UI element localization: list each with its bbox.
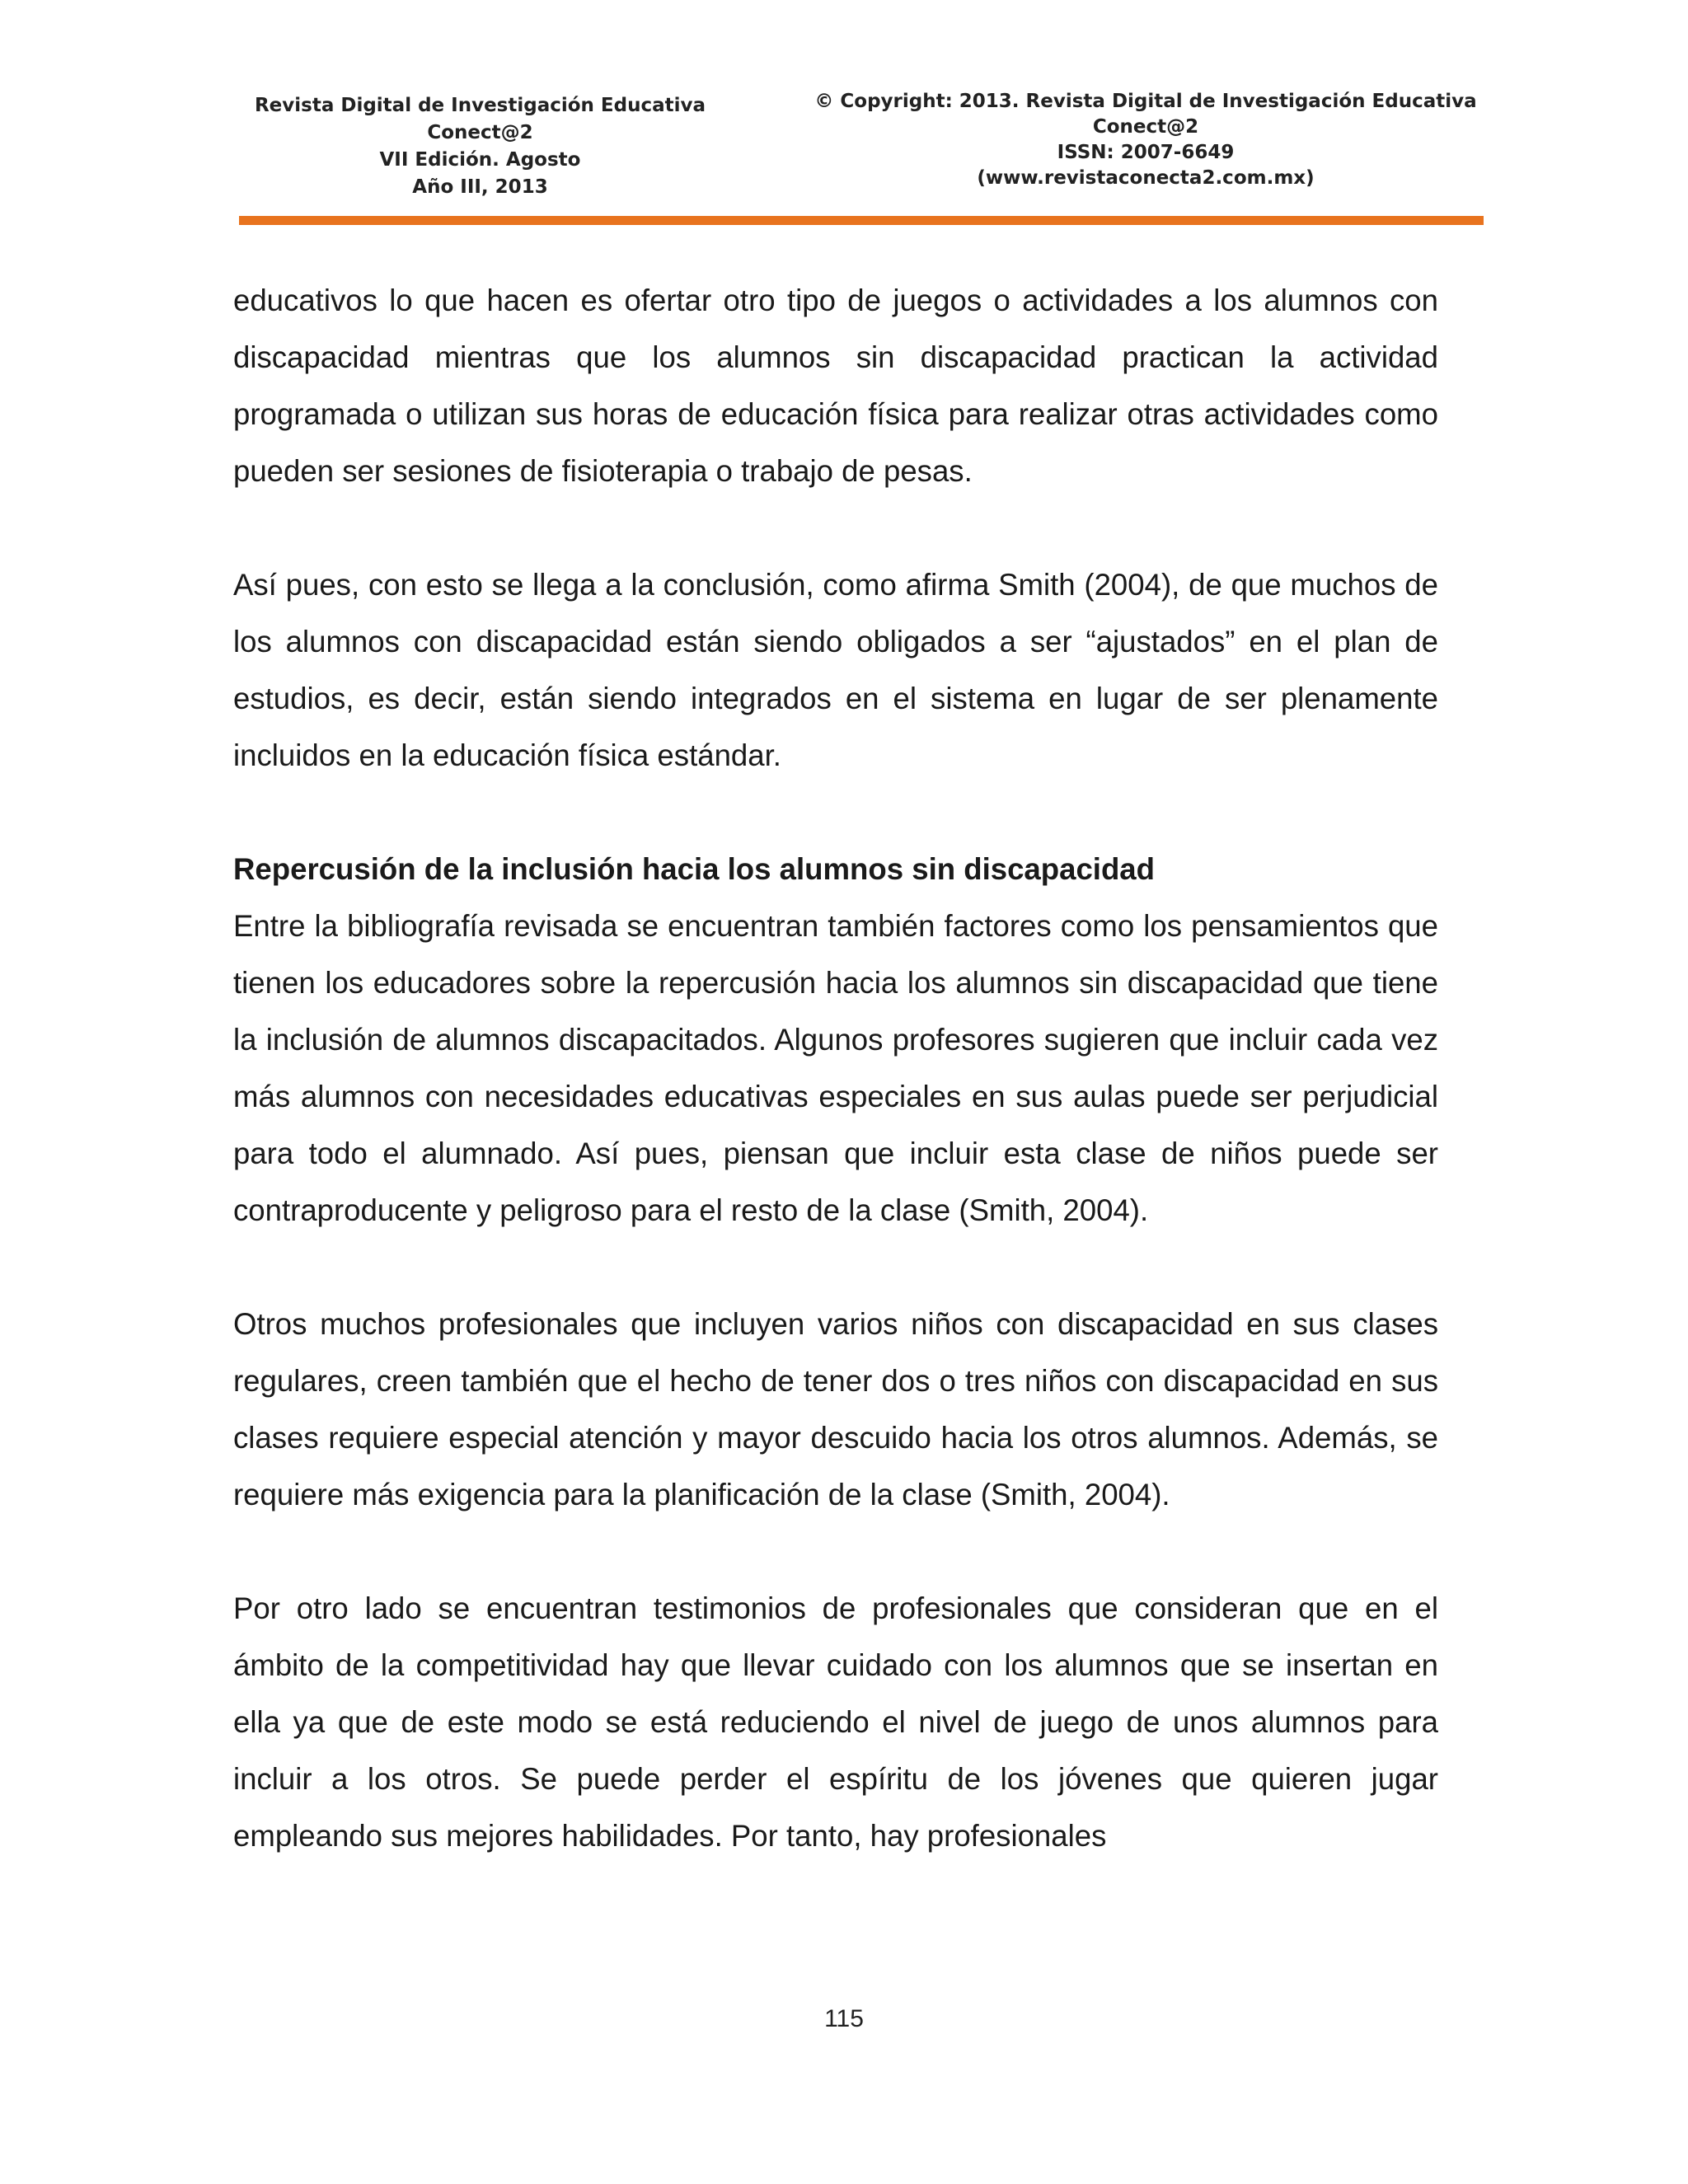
section-heading: Repercusión de la inclusión hacia los alumnos sin discapacidad	[233, 852, 1155, 886]
body-paragraph-4: Otros muchos profesionales que incluyen varios niños con discapacidad en sus clases regulares, creen también que el hecho de tener dos o tres niños con discapacidad en sus clases requiere especial atención y mayor descuido hacia los otros alumnos. Además, se requiere más exigencia para la planificación de la clase (Smith, 2004).	[233, 1307, 1438, 1511]
body-paragraph-3: Entre la bibliografía revisada se encuentran también factores como los pensamientos que tienen los educadores sobre la repercusión hacia los alumnos sin discapacidad que tiene la inclusión de alumnos discapacitados. Algunos profesores sugieren que incluir cada vez más alumnos con necesidades educativas especiales en sus aulas puede ser perjudicial para todo el alumnado. Así pues, piensan que incluir esta clase de niños puede ser contraproducente y peligroso para el resto de la clase (Smith, 2004).	[233, 909, 1438, 1227]
website-label: (www.revistaconecta2.com.mx)	[977, 167, 1315, 189]
page-header	[239, 92, 1484, 216]
journal-title: Revista Digital de Investigación Educativa	[254, 95, 706, 116]
journal-name: Conect@2	[427, 122, 533, 143]
body-paragraph-2: Así pues, con esto se llega a la conclusión, como afirma Smith (2004), de que muchos de los alumnos con discapacidad están siendo obligados a ser “ajustados” en el plan de estudios, es decir, están siendo integrados en el sistema en lugar de ser plenamente incluidos en la educación física estándar.	[233, 568, 1438, 772]
body-paragraph-1: educativos lo que hacen es ofertar otro tipo de juegos o actividades a los alumnos con discapacidad mientras que los alumnos sin discapacidad practican la actividad programada o utilizan sus horas de educación física para realizar otras actividades como pueden ser sesiones de fisioterapia o trabajo de pesas.	[233, 284, 1438, 488]
journal-edition-info	[239, 92, 721, 201]
copyright-line: © Copyright: 2013. Revista Digital de Investigación Educativa	[814, 91, 1477, 112]
body-paragraph-5: Por otro lado se encuentran testimonios de profesionales que consideran que en el ámbito de la competitividad hay que llevar cuidado con los alumnos que se insertan en ella ya que de este modo se está reduciendo el nivel de juego de unos alumnos para incluir a los otros. Se puede perder el espíritu de los jóvenes que quieren jugar empleando sus mejores habilidades. Por tanto, hay profesionales	[233, 1591, 1438, 1853]
year-label: Año III, 2013	[412, 176, 548, 198]
edition-label: VII Edición. Agosto	[379, 149, 581, 171]
issn-label: ISSN: 2007-6649	[1057, 142, 1235, 163]
page-body	[233, 272, 1438, 1864]
page-number: 115	[824, 2005, 864, 2032]
copyright-info	[808, 89, 1484, 191]
copyright-journal-name: Conect@2	[1092, 116, 1199, 138]
header-divider	[239, 216, 1484, 225]
